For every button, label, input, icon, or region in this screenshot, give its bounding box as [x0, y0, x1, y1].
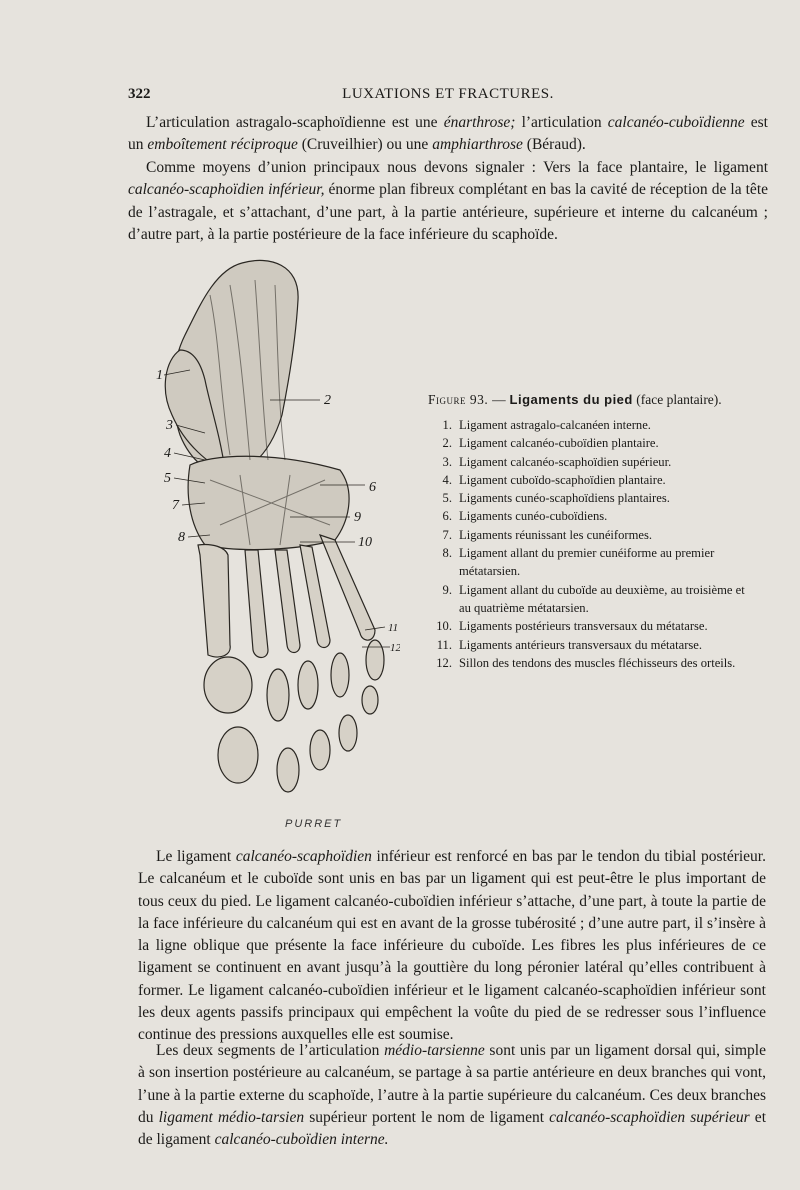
callout-8: 8	[178, 530, 185, 545]
metatarsal-1-shape	[198, 544, 230, 656]
legend-item: 8. Ligament allant du premier cunéiforme au premier métatarsien.	[442, 546, 715, 579]
callout-7: 7	[172, 498, 179, 513]
toe-5-proximal	[366, 640, 384, 680]
metatarsal-3-shape	[275, 550, 300, 653]
paragraph-articulations: L’articulation astragalo-scaphoïdienne est une énarthrose; l’articulation calcanéo-cuboïdienne est un emboîtement réciproque (Cruveilhier) ou une amphiarthrose (Béraud).	[128, 114, 768, 154]
foot-skeleton-illustration	[150, 255, 400, 835]
legend-item: 2. Ligament calcanéo-cuboïdien plantaire.	[442, 436, 659, 451]
toe-2-proximal	[267, 669, 289, 721]
tarsal-block-shape	[188, 456, 349, 549]
running-title: LUXATIONS ET FRACTURES.	[342, 86, 554, 102]
paragraph-moyens-union: Comme moyens d’union principaux nous devons signaler : Vers la face plantaire, le ligament calcanéo-scaphoïdien inférieur, énorme plan fibreux complétant en bas la cavité de réception de la tête de l’astragale, et s’attachant, d’une part, à la partie antérieure, supérieure et interne du calcanéum ; d’autre part, à la partie postérieure de la face inférieure du scaphoïde.	[128, 159, 769, 243]
foot-ligaments-figure	[150, 255, 400, 835]
toe-1-distal	[218, 727, 258, 783]
metatarsal-4-shape	[300, 545, 330, 648]
legend-item: 10. Ligaments postérieurs transversaux du métatarse.	[436, 619, 708, 634]
page-number: 322	[128, 86, 151, 102]
callout-12: 12	[390, 642, 400, 654]
callout-11: 11	[388, 622, 399, 634]
legend-item: 3. Ligament calcanéo-scaphoïdien supérieur.	[442, 454, 672, 469]
legend-item: 1. Ligament astragalo-calcanéen interne.	[442, 418, 651, 432]
legend-item: 4. Ligament cuboïdo-scaphoïdien plantaire.	[442, 472, 666, 487]
toe-2-distal	[277, 748, 299, 792]
toe-4-distal	[339, 715, 357, 751]
engraver-signature: PURRET	[285, 818, 343, 830]
metatarsal-5-shape	[320, 535, 375, 640]
callout-9: 9	[354, 510, 361, 525]
legend-item: 7. Ligaments réunissant les cunéiformes.	[442, 527, 653, 542]
callout-10: 10	[358, 535, 372, 550]
caption-title: Ligaments du pied	[509, 392, 633, 407]
toe-5-distal	[362, 686, 378, 714]
callout-6: 6	[369, 480, 376, 495]
metatarsal-2-shape	[245, 550, 268, 658]
toe-4-proximal	[331, 653, 349, 697]
callout-1: 1	[156, 368, 163, 383]
callout-4: 4	[164, 446, 171, 461]
toe-1-proximal	[204, 657, 252, 713]
legend-item: 11. Ligaments antérieurs transversaux du métatarse.	[436, 637, 703, 652]
legend-item: 5. Ligaments cunéo-scaphoïdiens plantaires.	[442, 491, 670, 506]
paragraph-medio-tarsienne: Les deux segments de l’articulation médio-tarsienne sont unis par un ligament dorsal qui, simple à son insertion postérieure au calcanéum, se partage à sa partie antérieure en deux branches qui vont, l’une à la partie externe du scaphoïde, l’autre à la partie supérieure du calcanéum. Ces deux branches du ligament médio-tarsien supérieur portent le nom de ligament calcanéo-scaphoïdien supérieur et de ligament calcanéo-cuboïdien interne.	[138, 1042, 766, 1149]
caption-prefix: Figure 93. —	[428, 392, 507, 407]
toe-3-distal	[310, 730, 330, 770]
legend-item: 9. Ligament allant du cuboïde au deuxième, au troisième et au quatrième métatarsien.	[442, 582, 745, 615]
callout-5: 5	[164, 471, 171, 486]
paragraph-calcaneo-cuboidien: Le ligament calcanéo-scaphoïdien inférieur est renforcé en bas par le tendon du tibial postérieur. Le calcanéum et le cuboïde sont unis en bas par un ligament qui est peut-être le plus important de tous ceux du pied. Le ligament calcanéo-cuboïdien inférieur s’attache, d’une part, à toute la partie de la face inférieure du calcanéum qui est en avant de la grosse tubérosité ; d’une autre part, il s’insère à la ligne oblique que présente la face inférieure du cuboïde. Les fibres les plus inférieures de ce ligament se continuent en avant jusqu’à la gouttière du long péronier latéral qu’elles contribuent à former. Le ligament calcanéo-cuboïdien inférieur et le ligament calcanéo-scaphoïdien inférieur sont les deux agents passifs principaux qui empêchent la voûte du pied de se redresser sous l’influence continue des pressions auxquelles elle est soumise.	[138, 848, 766, 1044]
figure-legend	[428, 416, 758, 672]
running-head	[128, 86, 768, 108]
callout-2: 2	[324, 393, 331, 408]
toe-3-proximal	[298, 661, 318, 709]
callout-3: 3	[166, 418, 173, 433]
caption-heading	[428, 392, 758, 408]
legend-item: 12. Sillon des tendons des muscles fléchisseurs des orteils.	[436, 655, 736, 670]
figure-caption	[428, 392, 758, 672]
caption-suffix: (face plantaire).	[632, 392, 722, 407]
legend-item: 6. Ligaments cunéo-cuboïdiens.	[442, 509, 608, 524]
